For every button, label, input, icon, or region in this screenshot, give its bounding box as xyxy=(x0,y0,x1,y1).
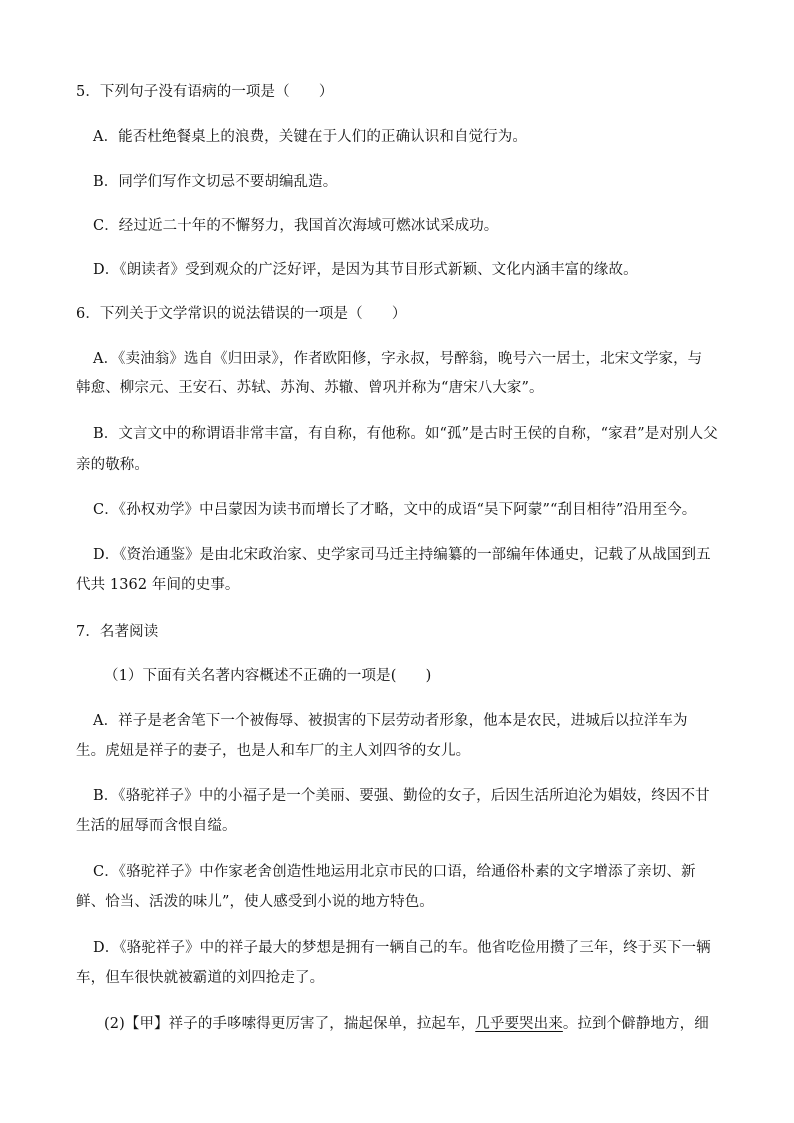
question-7-sub2-underlined: 几乎要哭出来 xyxy=(475,1016,563,1032)
question-6-option-d-line2: 代共 1362 年间的史事。 xyxy=(76,577,240,593)
question-6-option-c: C．《孙权劝学》中吕蒙因为读书而增长了才略，文中的成语“吴下阿蒙”“刮目相待”沿用至今。 xyxy=(93,502,697,518)
question-6-option-b-line1: B．文言文中的称谓语非常丰富，有自称，有他称。如“孤”是古时王侯的自称，“家君”是对别人父 xyxy=(93,426,718,442)
question-7-sub1-stem: （1）下面有关名著内容概述不正确的一项是( ) xyxy=(104,668,432,684)
question-7-stem: 7．名著阅读 xyxy=(76,624,159,640)
question-7-sub1-option-a-line2: 生。虎妞是祥子的妻子，也是人和车厂的主人刘四爷的女儿。 xyxy=(76,743,471,759)
question-7-sub1-option-a-line1: A．祥子是老舍笔下一个被侮辱、被损害的下层劳动者形象，他本是农民，进城后以拉洋车为 xyxy=(93,713,688,729)
question-6-option-d-line1: D．《资治通鉴》是由北宋政治家、史学家司马迁主持编纂的一部编年体通史，记载了从战国到五 xyxy=(93,547,711,563)
question-7-sub2-part2: 。拉到个僻静地方，细 xyxy=(562,1016,709,1032)
question-7-sub1-option-c-line1: C．《骆驼祥子》中作家老舍创造性地运用北京市民的口语，给通俗朴素的文字增添了亲切、新 xyxy=(93,864,696,880)
question-5-option-a: A．能否杜绝餐桌上的浪费，关键在于人们的正确认识和自觉行为。 xyxy=(93,129,527,145)
question-7-sub1-option-c-line2: 鲜、恰当、活泼的味儿”，使人感受到小说的地方特色。 xyxy=(76,894,434,910)
question-5-stem: 5．下列句子没有语病的一项是（ ） xyxy=(76,84,334,100)
question-6-option-a-line2: 韩愈、柳宗元、王安石、苏轼、苏洵、苏辙、曾巩并称为“唐宋八大家”。 xyxy=(76,380,544,396)
question-7-sub1-option-b-line2: 生活的屈辱而含恨自缢。 xyxy=(76,818,237,834)
question-5-option-b: B．同学们写作文切忌不要胡编乱造。 xyxy=(93,174,338,190)
question-7-sub2-part1: (2)【甲】祥子的手哆嗦得更厉害了，揣起保单，拉起车， xyxy=(104,1016,476,1032)
question-7-sub2-passage xyxy=(104,1014,734,1034)
question-7-sub1-option-d-line2: 车，但车很快就被霸道的刘四抢走了。 xyxy=(76,970,325,986)
question-5-option-c: C．经过近二十年的不懈努力，我国首次海域可燃冰试采成功。 xyxy=(93,218,499,234)
question-7-sub1-option-d-line1: D．《骆驼祥子》中的祥子最大的梦想是拥有一辆自己的车。他省吃俭用攒了三年，终于买下一辆 xyxy=(93,940,711,956)
question-7-sub1-option-b-line1: B．《骆驼祥子》中的小福子是一个美丽、要强、勤俭的女子，后因生活所迫沦为娼妓，终因不甘 xyxy=(93,788,710,804)
question-5-option-d: D．《朗读者》受到观众的广泛好评，是因为其节目形式新颖、文化内涵丰富的缘故。 xyxy=(93,262,638,278)
question-6-stem: 6．下列关于文学常识的说法错误的一项是（ ） xyxy=(76,306,407,322)
question-6-option-b-line2: 亲的敬称。 xyxy=(76,457,149,473)
question-6-option-a-line1: A．《卖油翁》选自《归田录》，作者欧阳修，字永叔，号醉翁，晚号六一居士，北宋文学家，与 xyxy=(93,351,703,367)
